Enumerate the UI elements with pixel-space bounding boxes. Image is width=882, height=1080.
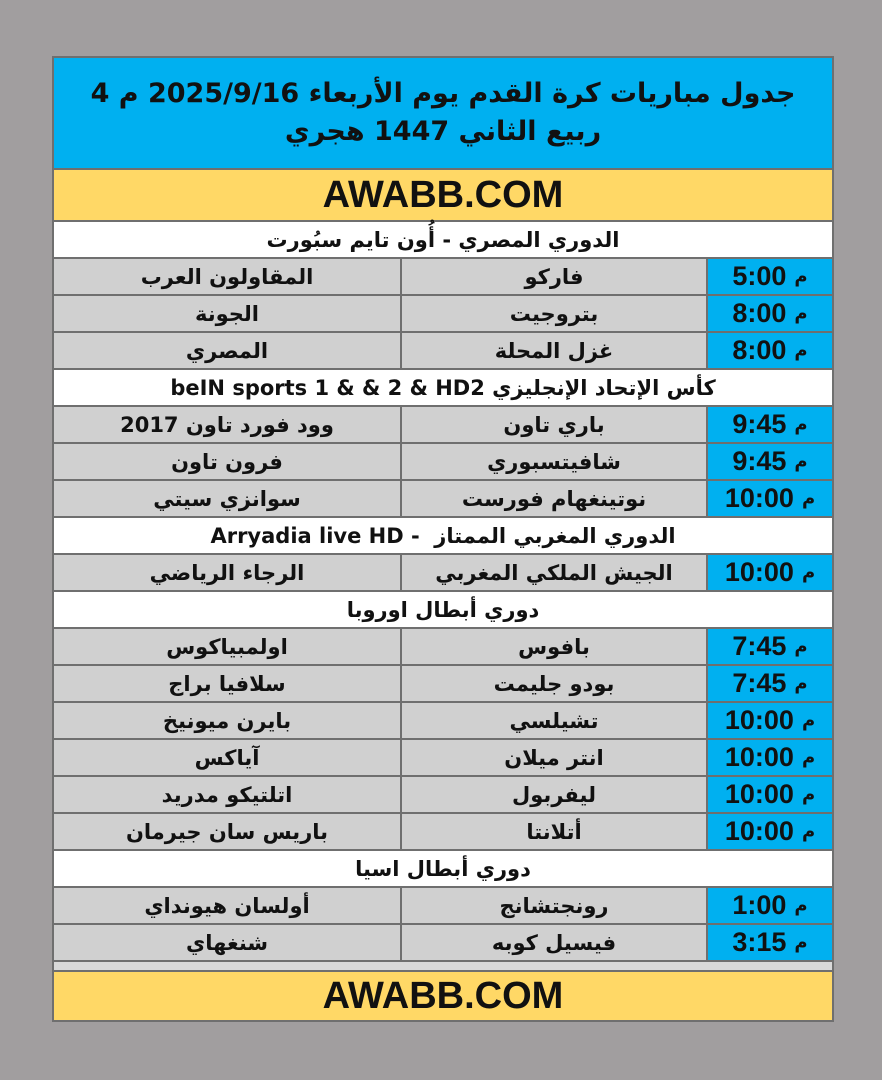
match-row: [54, 666, 832, 703]
match-row: [54, 296, 832, 333]
match-time-value: 5:00: [732, 261, 787, 291]
time-suffix: م: [801, 562, 816, 583]
away-team: فرون تاون: [54, 444, 400, 479]
home-team: غزل المحلة: [400, 333, 706, 368]
time-suffix: م: [794, 340, 808, 361]
match-time-value: 10:00: [724, 557, 794, 587]
schedule-card: [52, 56, 834, 1022]
match-time: [706, 629, 832, 664]
match-time: [706, 777, 832, 812]
match-time: [706, 666, 832, 701]
match-time-value: 1:00: [732, 890, 787, 920]
match-time-value: 7:45: [732, 631, 787, 661]
home-team: فاركو: [400, 259, 706, 294]
home-team: الجيش الملكي المغربي: [400, 555, 706, 590]
match-time: [706, 925, 832, 960]
match-row: [54, 259, 832, 296]
match-time: [706, 814, 832, 849]
match-time: [706, 296, 832, 331]
match-row: [54, 629, 832, 666]
time-suffix: م: [794, 414, 808, 435]
time-suffix: م: [794, 303, 808, 324]
away-team: سوانزي سيتي: [54, 481, 400, 516]
match-time-value: 8:00: [732, 298, 787, 328]
match-row: [54, 444, 832, 481]
match-time: [706, 703, 832, 738]
home-team: شافيتسبوري: [400, 444, 706, 479]
match-time: [706, 407, 832, 442]
time-suffix: م: [801, 710, 816, 731]
league-header: دوري أبطال اوروبا: [54, 592, 832, 629]
match-time-value: 8:00: [732, 335, 787, 365]
match-row: [54, 703, 832, 740]
time-suffix: م: [794, 451, 808, 472]
home-team: نوتينغهام فورست: [400, 481, 706, 516]
match-time-value: 10:00: [724, 483, 794, 513]
match-row: [54, 925, 832, 962]
away-team: بايرن ميونيخ: [54, 703, 400, 738]
match-time: [706, 888, 832, 923]
home-team: أتلانتا: [400, 814, 706, 849]
home-team: باري تاون: [400, 407, 706, 442]
time-suffix: م: [801, 784, 816, 805]
away-team: سلافيا براج: [54, 666, 400, 701]
time-suffix: م: [801, 821, 816, 842]
matches-table: [54, 222, 832, 962]
time-suffix: م: [794, 673, 808, 694]
match-time: [706, 259, 832, 294]
away-team: المقاولون العرب: [54, 259, 400, 294]
away-team: الجونة: [54, 296, 400, 331]
time-suffix: م: [794, 895, 808, 916]
away-team: باريس سان جيرمان: [54, 814, 400, 849]
match-row: [54, 407, 832, 444]
away-team: وود فورد تاون 2017: [54, 407, 400, 442]
match-row: [54, 814, 832, 851]
match-time: [706, 444, 832, 479]
home-team: ليفربول: [400, 777, 706, 812]
match-row: [54, 740, 832, 777]
home-team: تشيلسي: [400, 703, 706, 738]
league-header: الدوري المغربي الممتاز - Arryadia live HD: [54, 518, 832, 555]
away-team: المصري: [54, 333, 400, 368]
site-banner-bottom: AWABB.COM: [54, 970, 832, 1020]
match-time: [706, 555, 832, 590]
match-time-value: 9:45: [732, 446, 787, 476]
away-team: آياكس: [54, 740, 400, 775]
match-time: [706, 333, 832, 368]
away-team: اولمبياكوس: [54, 629, 400, 664]
match-row: [54, 555, 832, 592]
away-team: شنغهاي: [54, 925, 400, 960]
match-time-value: 10:00: [724, 705, 794, 735]
match-time-value: 10:00: [724, 779, 794, 809]
time-suffix: م: [794, 266, 808, 287]
home-team: بافوس: [400, 629, 706, 664]
match-row: [54, 888, 832, 925]
away-team: الرجاء الرياضي: [54, 555, 400, 590]
time-suffix: م: [794, 932, 808, 953]
home-team: فيسيل كوبه: [400, 925, 706, 960]
league-header: كأس الإتحاد الإنجليزي beIN sports 1 & & 2 & HD2: [54, 370, 832, 407]
match-row: [54, 333, 832, 370]
away-team: أولسان هيونداي: [54, 888, 400, 923]
match-time-value: 9:45: [732, 409, 787, 439]
match-time-value: 10:00: [724, 816, 794, 846]
home-team: انتر ميلان: [400, 740, 706, 775]
match-time: [706, 481, 832, 516]
home-team: بودو جليمت: [400, 666, 706, 701]
time-suffix: م: [794, 636, 808, 657]
league-header: دوري أبطال اسيا: [54, 851, 832, 888]
match-row: [54, 481, 832, 518]
time-suffix: م: [801, 488, 816, 509]
time-suffix: م: [801, 747, 816, 768]
site-banner-top: AWABB.COM: [54, 170, 832, 222]
match-time-value: 3:15: [732, 927, 787, 957]
home-team: بتروجيت: [400, 296, 706, 331]
match-time: [706, 740, 832, 775]
schedule-title: جدول مباريات كرة القدم يوم الأربعاء 2025/9/16 م 4 ربيع الثاني 1447 هجري: [54, 58, 832, 170]
match-time-value: 10:00: [724, 742, 794, 772]
league-header: الدوري المصري - أُون تايم سبُورت: [54, 222, 832, 259]
match-time-value: 7:45: [732, 668, 787, 698]
away-team: اتلتيكو مدريد: [54, 777, 400, 812]
home-team: رونجتشانج: [400, 888, 706, 923]
match-row: [54, 777, 832, 814]
